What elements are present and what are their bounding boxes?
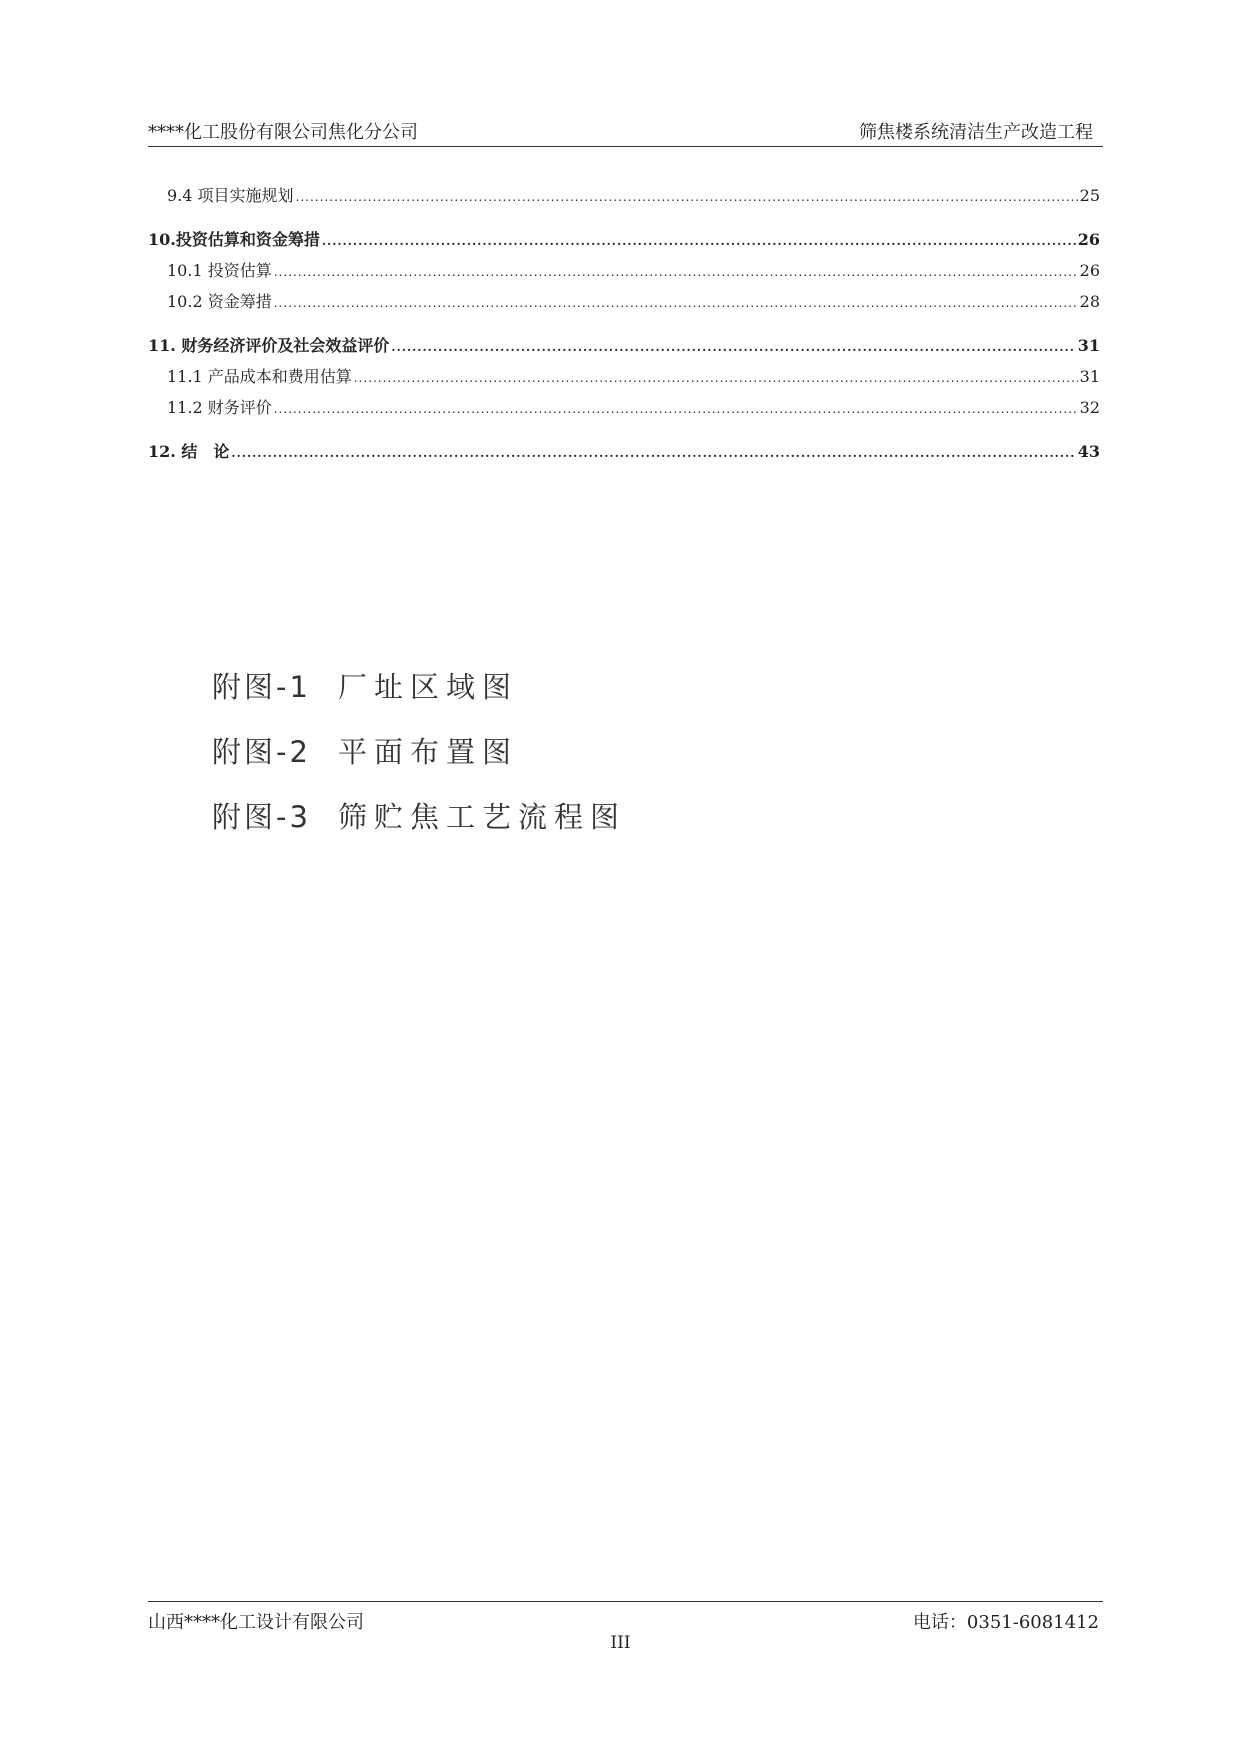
header-project-title: 筛焦楼系统清洁生产改造工程	[859, 122, 1093, 143]
toc-leader-dots	[231, 446, 1075, 460]
toc-leader-dots	[391, 340, 1075, 354]
toc-entry-page: 43	[1077, 442, 1100, 461]
toc-entry-label: 11.1 产品成本和费用估算	[167, 367, 352, 386]
appendix-figure-code: 附图-3	[212, 800, 311, 834]
toc-chapter[interactable]	[148, 439, 1100, 470]
appendix-figure-code: 附图-1	[212, 670, 311, 704]
appendix-figure-list	[212, 653, 626, 848]
toc-entry[interactable]	[148, 289, 1100, 320]
toc-entry-page: 26	[1077, 230, 1100, 249]
toc-entry[interactable]	[148, 183, 1100, 214]
appendix-figure-code: 附图-2	[212, 735, 311, 769]
toc-entry-label: 11. 财务经济评价及社会效益评价	[148, 336, 390, 355]
toc-entry-page: 25	[1079, 186, 1100, 205]
toc-entry[interactable]	[148, 258, 1100, 289]
toc-leader-dots	[274, 296, 1078, 310]
header-company: ****化工股份有限公司焦化分公司	[148, 122, 418, 143]
appendix-figure-item	[212, 783, 626, 848]
toc-entry-label: 11.2 财务评价	[167, 398, 272, 417]
toc-entry-page: 28	[1079, 292, 1100, 311]
toc-leader-dots	[274, 402, 1078, 416]
toc-entry-page: 31	[1077, 336, 1100, 355]
toc-entry-page: 32	[1079, 398, 1100, 417]
page-footer	[148, 1601, 1103, 1632]
footer-phone: 电话：0351-6081412	[912, 1612, 1099, 1633]
appendix-figure-title: 平面布置图	[338, 735, 519, 769]
page-header	[148, 118, 1103, 147]
toc-entry-label: 9.4 项目实施规划	[167, 186, 294, 205]
toc-entry[interactable]	[148, 364, 1100, 395]
toc-chapter[interactable]	[148, 333, 1100, 364]
toc-entry-label: 10.1 投资估算	[167, 261, 272, 280]
toc-entry-label: 10.投资估算和资金筹措	[148, 230, 320, 249]
table-of-contents	[148, 183, 1100, 470]
toc-entry-page: 31	[1079, 367, 1100, 386]
appendix-figure-title: 厂址区域图	[338, 670, 519, 704]
toc-leader-dots	[354, 371, 1078, 385]
page-number: III	[610, 1633, 631, 1653]
footer-company: 山西****化工设计有限公司	[148, 1612, 364, 1633]
toc-entry-page: 26	[1079, 261, 1100, 280]
appendix-figure-item	[212, 653, 626, 718]
toc-entry-label: 10.2 资金筹措	[167, 292, 272, 311]
toc-entry[interactable]	[148, 395, 1100, 426]
toc-chapter[interactable]	[148, 227, 1100, 258]
toc-leader-dots	[296, 190, 1078, 204]
toc-leader-dots	[322, 234, 1076, 248]
appendix-figure-item	[212, 718, 626, 783]
toc-entry-label: 12. 结 论	[148, 442, 230, 461]
appendix-figure-title: 筛贮焦工艺流程图	[338, 800, 627, 834]
toc-leader-dots	[274, 265, 1078, 279]
